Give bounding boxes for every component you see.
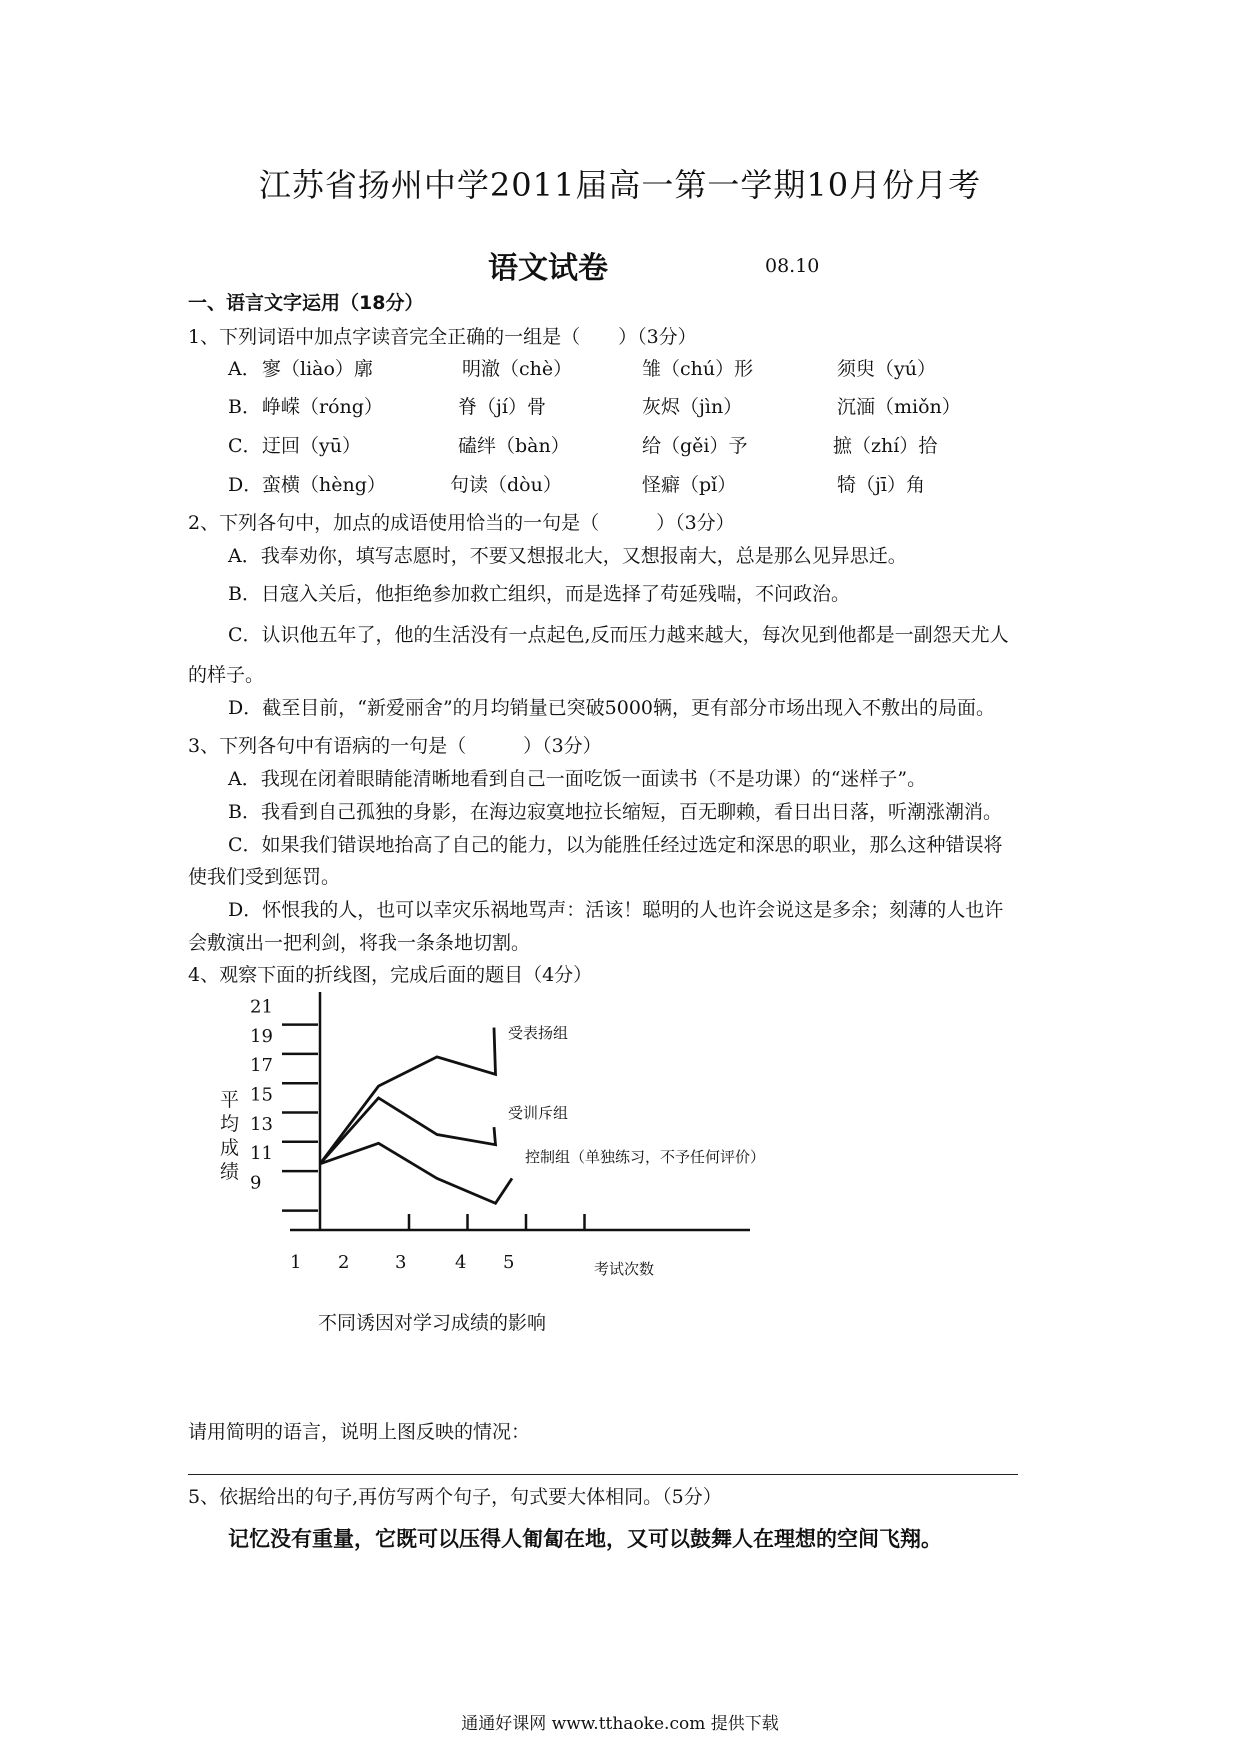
q4-answer-prompt: 请用简明的语言，说明上图反映的情况： (188, 1421, 531, 1443)
q1-option-d-word3: 怪癖（pǐ） (642, 474, 737, 496)
q2-option-c-line2: 的样子。 (188, 664, 265, 686)
q2-option-d: D．截至目前，“新爱丽舍”的月均销量已突破5000辆，更有部分市场出现入不敷出的局面。 (228, 697, 996, 719)
q1-option-c-word4: 摭（zhí）拾 (833, 435, 938, 457)
answer-line (188, 1474, 1018, 1475)
q2-option-a: A．我奉劝你，填写志愿时，不要又想报北大，又想报南大，总是那么见异思迁。 (228, 545, 907, 567)
series-label: 受训斥组 (508, 1104, 569, 1122)
q3-option-c-line1: C．如果我们错误地抬高了自己的能力，以为能胜任经过选定和深思的职业，那么这种错误将 (228, 834, 1003, 856)
q1-option-d-word4: 犄（jī）角 (837, 474, 925, 496)
q3-option-c-line2: 使我们受到惩罚。 (188, 866, 341, 888)
chart-title: 不同诱因对学习成绩的影响 (318, 1312, 547, 1334)
chart-x-axis-label: 考试次数 (594, 1260, 655, 1278)
q1-option-a-word4: 须臾（yú） (837, 358, 936, 380)
q3-option-b: B．我看到自己孤独的身影，在海边寂寞地拉长缩短，百无聊赖，看日出日落，听潮涨潮消。 (228, 801, 1002, 823)
q1-option-a-word2: 明澈（chè） (462, 358, 573, 380)
paper-subtitle: 语文试卷 (488, 251, 608, 286)
q2-option-b: B．日寇入关后，他拒绝参加救亡组织，而是选择了苟延残喘，不问政治。 (228, 583, 850, 605)
q1-option-d-word2: 句读（dòu） (450, 474, 562, 496)
q3-stem: 3、下列各句中有语病的一句是（ ）（3分） (188, 735, 602, 757)
chart-y-axis-label: 平均成绩 (220, 1089, 240, 1183)
q3-option-d-line2: 会敷演出一把利剑，将我一条条地切割。 (188, 932, 531, 954)
series-line (320, 1143, 512, 1203)
q1-option-a-word3: 雏（chú）形 (642, 358, 754, 380)
x-tick-label: 3 (395, 1252, 407, 1273)
q4-stem: 4、观察下面的折线图，完成后面的题目（4分） (188, 964, 593, 986)
q1-option-b-word4: 沉湎（miǒn） (837, 396, 961, 418)
x-tick-label: 1 (290, 1252, 302, 1273)
q1-option-d-label: D． (228, 474, 263, 496)
y-tick-label: 13 (250, 1113, 273, 1135)
series-label: 受表扬组 (508, 1024, 569, 1042)
section-heading: 一、语言文字运用（18分） (188, 292, 424, 314)
x-tick-label: 5 (503, 1252, 515, 1273)
q1-option-b-word2: 脊（jí）骨 (458, 396, 546, 418)
x-tick-label: 4 (455, 1252, 467, 1273)
q1-option-b-word1: 峥嵘（róng） (262, 396, 383, 418)
y-tick-label: 17 (250, 1055, 273, 1077)
q1-option-a-label: A． (228, 358, 261, 380)
exam-title: 江苏省扬州中学2011届高一第一学期10月份月考 (258, 166, 982, 204)
y-tick-label: 9 (250, 1172, 262, 1194)
q1-option-c-word1: 迂回（yū） (262, 435, 361, 457)
q1-option-b-word3: 灰烬（jìn） (642, 396, 743, 418)
y-tick-label: 15 (250, 1084, 273, 1106)
series-line (320, 1028, 496, 1164)
q5-example-sentence: 记忆没有重量，它既可以压得人匍匐在地，又可以鼓舞人在理想的空间飞翔。 (228, 1527, 942, 1551)
q3-option-d-line1: D．怀恨我的人，也可以幸灾乐祸地骂声：活该！聪明的人也许会说这是多余；刻薄的人也许 (228, 899, 1004, 921)
line-chart (250, 990, 780, 1290)
q1-option-a-word1: 寥（liào）廓 (262, 358, 373, 380)
q5-stem: 5、依据给出的句子,再仿写两个句子，句式要大体相同。（5分） (188, 1486, 722, 1508)
q1-option-c-label: C． (228, 435, 262, 457)
q1-option-c-word2: 磕绊（bàn） (458, 435, 570, 457)
q1-option-b-label: B． (228, 396, 261, 418)
x-tick-label: 2 (338, 1252, 350, 1273)
series-label: 控制组（单独练习，不予任何评价） (525, 1148, 766, 1166)
y-tick-label: 11 (250, 1143, 273, 1165)
q2-option-c-line1: C．认识他五年了，他的生活没有一点起色,反而压力越来越大，每次见到他都是一副怨天尤人 (228, 624, 1009, 646)
footer-credit: 通通好课网 www.tthaoke.com 提供下载 (461, 1714, 779, 1734)
y-tick-label: 19 (250, 1025, 273, 1047)
q1-option-c-word3: 给（gěi）予 (642, 435, 748, 457)
q1-option-d-word1: 蛮横（hèng） (262, 474, 386, 496)
exam-date: 08.10 (765, 255, 820, 277)
q3-option-a: A．我现在闭着眼睛能清晰地看到自己一面吃饭一面读书（不是功课）的“迷样子”。 (228, 768, 927, 790)
q2-stem: 2、下列各句中，加点的成语使用恰当的一句是（ ）（3分） (188, 512, 735, 534)
q1-stem: 1、下列词语中加点字读音完全正确的一组是（ ）（3分） (188, 326, 697, 348)
y-tick-label: 21 (250, 996, 273, 1018)
